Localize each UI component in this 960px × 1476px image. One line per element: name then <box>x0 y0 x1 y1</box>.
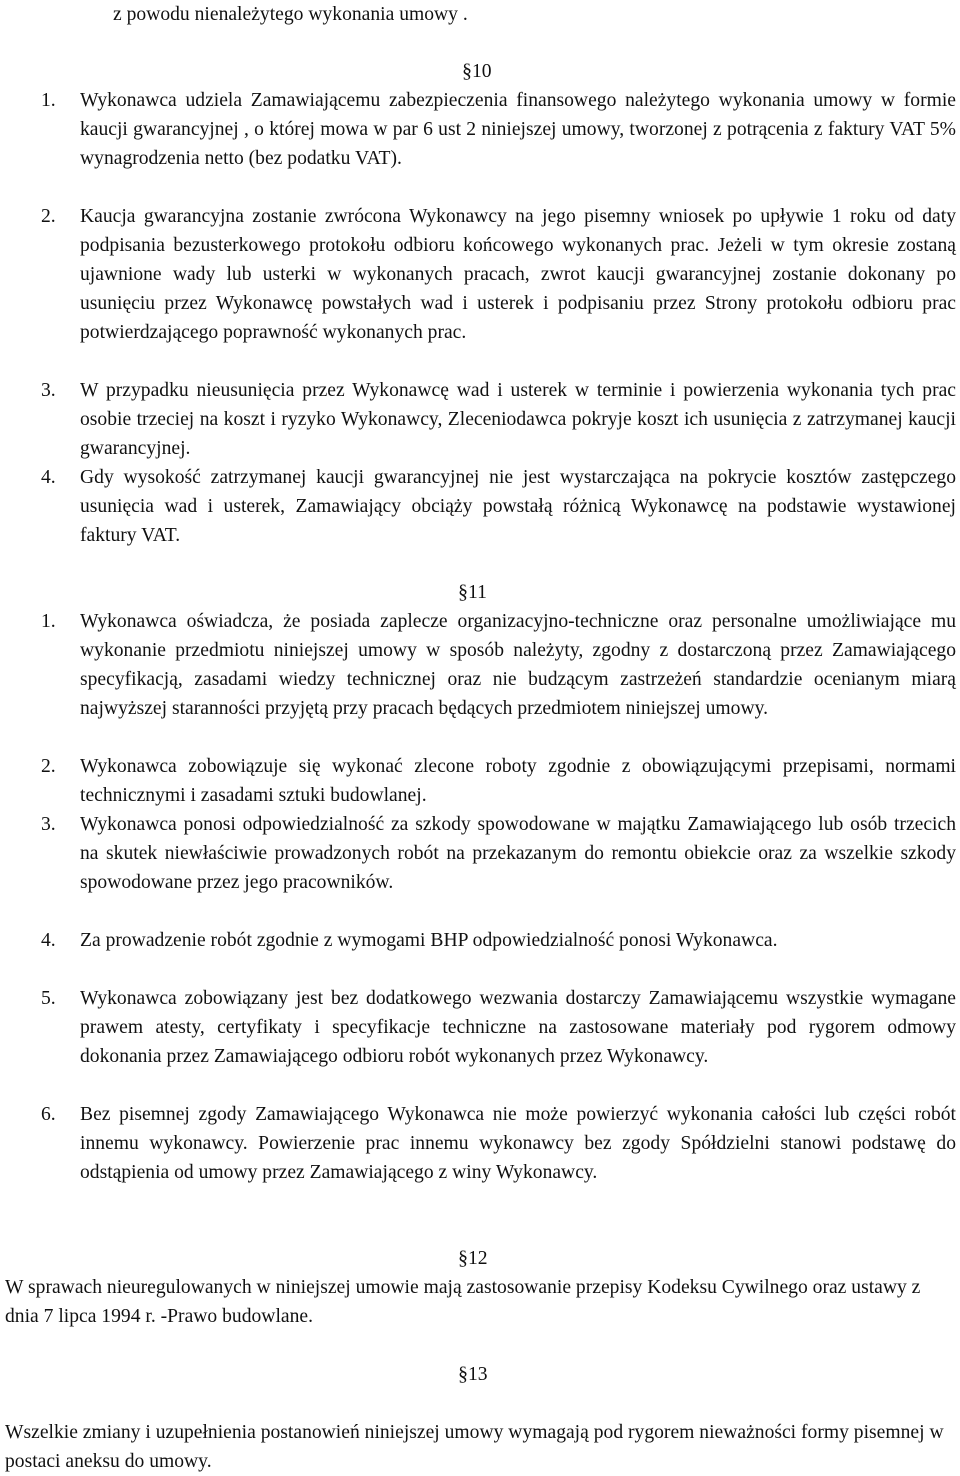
item-text: Za prowadzenie robót zgodnie z wymogami BHP odpowiedzialność ponosi Wykonawca. <box>80 930 778 951</box>
section-number: 11 <box>468 582 487 603</box>
item-number: 6. <box>41 1104 56 1125</box>
item-number: 3. <box>41 814 56 835</box>
section-heading-13 <box>458 1360 488 1389</box>
list-item <box>41 752 956 810</box>
item-text: Gdy wysokość zatrzymanej kaucji gwarancyjnej nie jest wystarczająca na pokrycie kosztów zastępczego usunięcia wad i usterek, Zamawiający obciąży powstałą różnicą Wykonawcę na podstawie wystawionej faktury VAT. <box>80 467 956 546</box>
item-number: 4. <box>41 467 56 488</box>
list-item <box>41 984 956 1071</box>
section-number: 10 <box>472 61 492 82</box>
list-item <box>41 202 956 347</box>
item-text: Kaucja gwarancyjna zostanie zwrócona Wykonawcy na jego pisemny wniosek po upływie 1 roku od daty podpisania bezusterkowego protokołu odbioru końcowego wykonanych prac. Jeżeli w tym okresie zostaną ujawnione wady lub usterki w wykonanych pracach, zwrot kaucji gwarancyjnej zostanie dokonany po usunięciu przez Wykonawcę powstałych wad i usterek i podpisaniu przez Strony protokołu odbioru prac potwierdzającego poprawność wykonanych prac. <box>80 206 956 343</box>
section-sign: § <box>462 60 472 82</box>
section-sign: § <box>458 1247 468 1269</box>
item-number: 3. <box>41 380 56 401</box>
item-number: 2. <box>41 756 56 777</box>
section-number: 13 <box>468 1364 488 1385</box>
section-sign: § <box>458 581 468 603</box>
section-sign: § <box>458 1363 468 1385</box>
item-text: Wykonawca oświadcza, że posiada zaplecze organizacyjno-techniczne oraz personalne umożliwiające mu wykonanie przedmiotu niniejszej umowy w sposób należyty, zgodny z dostarczoną przez Zamawiającego specyfikacją, zasadami wiedzy technicznej oraz nie budzącym zastrzeżeń standardzie ocenianym miarą najwyższej staranności przyjętą przy pracach będących przedmiotem niniejszej umowy. <box>80 611 956 719</box>
header-fragment: z powodu nienależytego wykonania umowy . <box>113 4 468 25</box>
item-text: Wykonawca zobowiązuje się wykonać zlecone roboty zgodnie z obowiązującymi przepisami, normami technicznymi i zasadami sztuki budowlanej. <box>80 756 956 806</box>
list-item <box>41 376 956 463</box>
list-item <box>41 810 956 897</box>
item-number: 5. <box>41 988 56 1009</box>
section-heading-11 <box>458 578 487 607</box>
section-paragraph: Wszelkie zmiany i uzupełnienia postanowień niniejszej umowy wymagają pod rygorem nieważności formy pisemnej w postaci aneksu do umowy. <box>5 1422 944 1472</box>
item-text: Wykonawca ponosi odpowiedzialność za szkody spowodowane w majątku Zamawiającego lub osób trzecich na skutek niewłaściwie prowadzonych robót na przekazanym do remontu obiekcie oraz za wszelkie szkody spowodowane przez jego pracowników. <box>80 814 956 893</box>
item-text: Bez pisemnej zgody Zamawiającego Wykonawca nie może powierzyć wykonania całości lub części robót innemu wykonawcy. Powierzenie prac innemu wykonawcy bez zgody Spółdzielni stanowi podstawę do odstąpienia od umowy przez Zamawiającego z winy Wykonawcy. <box>80 1104 956 1183</box>
section-heading-12 <box>458 1244 488 1273</box>
list-item <box>41 607 956 723</box>
section-number: 12 <box>468 1248 488 1269</box>
item-number: 4. <box>41 930 56 951</box>
item-text: W przypadku nieusunięcia przez Wykonawcę wad i usterek w terminie i powierzenia wykonania tych prac osobie trzeciej na koszt i ryzyko Wykonawcy, Zleceniodawca pokryje koszt ich usunięcia z zatrzymanej kaucji gwarancyjnej. <box>80 380 956 459</box>
item-number: 1. <box>41 90 56 111</box>
section-paragraph: W sprawach nieuregulowanych w niniejszej umowie mają zastosowanie przepisy Kodeksu Cywilnego oraz ustawy z dnia 7 lipca 1994 r. -Prawo budowlane. <box>5 1277 921 1327</box>
item-number: 2. <box>41 206 56 227</box>
section-heading-10 <box>462 57 492 86</box>
list-item <box>41 463 956 550</box>
list-item <box>41 86 956 173</box>
list-item <box>41 926 956 955</box>
item-text: Wykonawca zobowiązany jest bez dodatkowego wezwania dostarczy Zamawiającemu wszystkie wymagane prawem atesty, certyfikaty i specyfikacje techniczne na zastosowane materiały pod rygorem odmowy dokonania przez Zamawiającego odbioru robót wykonanych przez Wykonawcy. <box>80 988 956 1067</box>
item-text: Wykonawca udziela Zamawiającemu zabezpieczenia finansowego należytego wykonania umowy w formie kaucji gwarancyjnej , o której mowa w par 6 ust 2 niniejszej umowy, tworzonej z potrącenia z faktury VAT 5% wynagrodzenia netto (bez podatku VAT). <box>80 90 956 169</box>
item-number: 1. <box>41 611 56 632</box>
list-item <box>41 1100 956 1187</box>
